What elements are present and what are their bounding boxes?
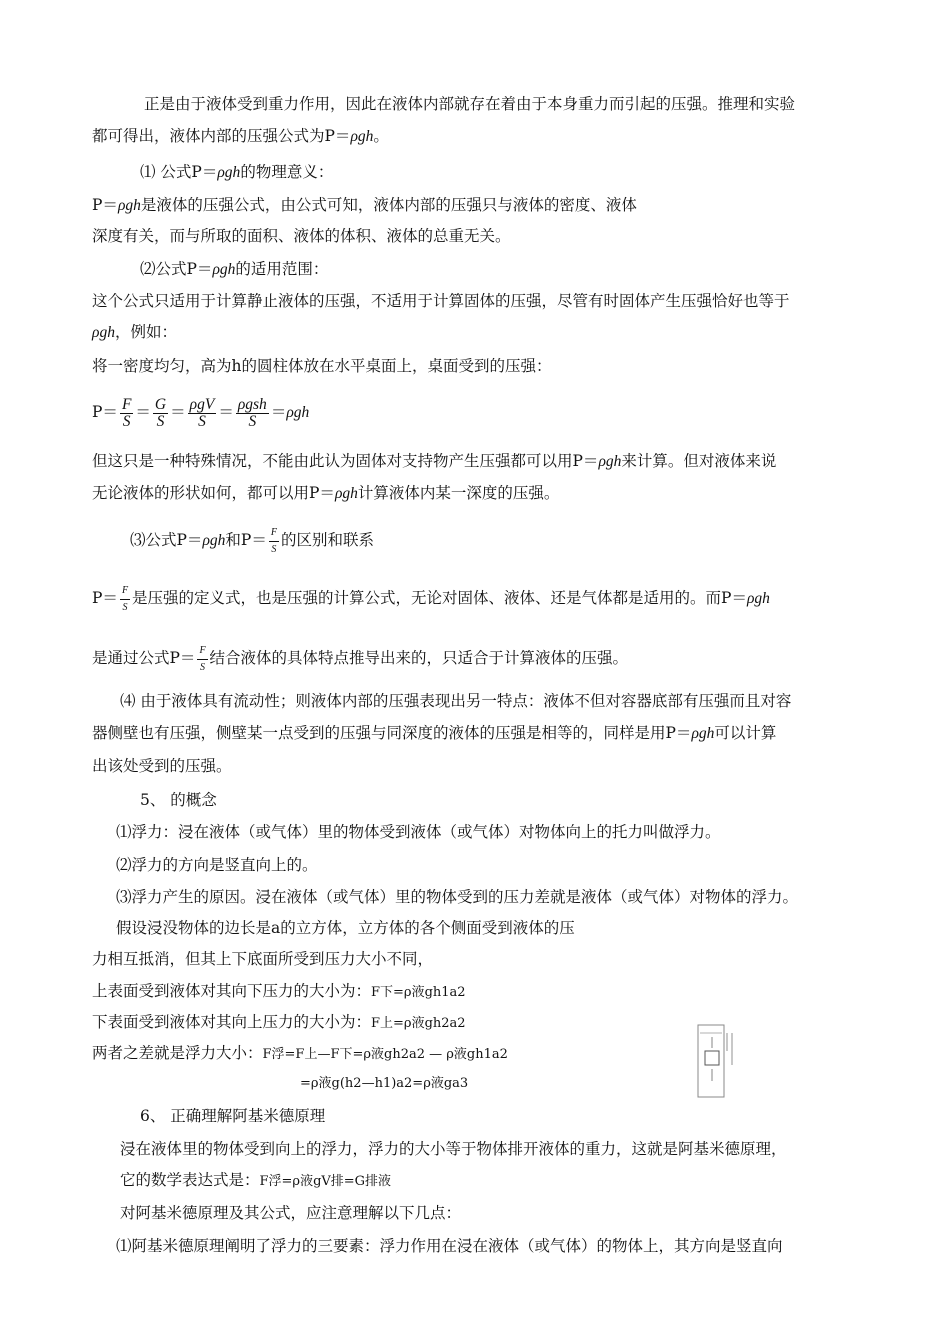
formula-rhogh: ρgh <box>117 197 141 214</box>
numerator: F <box>197 643 207 660</box>
eq-p: P＝ <box>92 403 118 421</box>
text: 它的数学表达式是： <box>120 1171 260 1189</box>
item2-body-line5 <box>92 483 559 504</box>
denominator: S <box>199 661 205 673</box>
item4-line1: ⑷ 由于液体具有流动性；则液体内部的压强表现出另一特点：液体不但对容器底部有压强而且对容 <box>120 692 792 710</box>
equation-buoyancy-simplified: =ρ液g(h2—h1)a2=ρ液ga3 <box>300 1076 469 1091</box>
fraction-f-over-s <box>120 397 133 430</box>
equals-sign: ＝ <box>218 403 234 421</box>
formula-rhogh: ρgh <box>202 532 226 549</box>
denominator: S <box>122 601 128 613</box>
fraction-rhogsh-over-s <box>236 397 269 430</box>
formula-rhogh: ρgh <box>598 453 622 470</box>
fraction-f-over-s <box>120 583 130 616</box>
equation-f-down: F下=ρ液gh1a2 <box>371 985 466 1000</box>
text: 的区别和联系 <box>280 531 374 549</box>
equals-sign: ＝ <box>135 403 151 421</box>
item1-heading <box>140 162 333 183</box>
text: 结合液体的具体特点推导出来的，只适合于计算液体的压强。 <box>209 649 629 667</box>
equation-pressure-derivation <box>92 392 309 432</box>
section6-line2 <box>120 1170 391 1192</box>
numerator: F <box>120 583 130 600</box>
cube-shape <box>705 1051 719 1065</box>
section5-line7 <box>92 1012 466 1034</box>
item4-line2 <box>92 723 776 744</box>
fraction-f-over-s <box>269 525 279 558</box>
text: 两者之差就是浮力大小： <box>92 1044 263 1062</box>
para-intro-line1: 正是由于液体受到重力作用，因此在液体内部就存在着由于本身重力而引起的压强。推理和实验 <box>144 95 796 113</box>
item2-body-line3: 将一密度均匀，高为h的圆柱体放在水平桌面上，桌面受到的压强： <box>92 357 552 375</box>
para-intro-line2 <box>92 126 389 147</box>
numerator: ρgsh <box>237 395 267 413</box>
text: 来计算。但对液体来说 <box>621 452 777 470</box>
item3-body-line2 <box>92 638 628 678</box>
formula-rhogh: ρgh <box>746 590 770 607</box>
text: 是压强的定义式，也是压强的计算公式，无论对固体、液体、还是气体都是适用的。而P＝ <box>132 589 747 607</box>
section5-heading: 5、 的概念 <box>140 791 217 809</box>
equals-sign: ＝ <box>270 403 287 421</box>
formula-rhogh: ρgh <box>350 128 374 145</box>
item2-body-line1: 这个公式只适用于计算静止液体的压强，不适用于计算固体的压强，尽管有时固体产生压强恰好也等于 <box>92 292 790 310</box>
section5-line5: 力相互抵消，但其上下底面所受到压力大小不同， <box>92 950 434 968</box>
formula-rhogh: ρgh <box>334 485 358 502</box>
equation-f-up: F上=ρ液gh2a2 <box>371 1016 466 1031</box>
numerator: F <box>269 525 279 542</box>
numerator: ρgV <box>189 395 215 413</box>
text: P＝ <box>92 589 118 607</box>
section5-line6 <box>92 981 466 1003</box>
item2-body-line2 <box>92 322 177 343</box>
denominator: S <box>122 412 131 430</box>
section6-line1: 浸在液体里的物体受到向上的浮力，浮力的大小等于物体排开液体的重力，这就是阿基米德原理， <box>120 1140 787 1158</box>
text: P＝ <box>92 196 118 214</box>
text: 都可得出，液体内部的压强公式为P＝ <box>92 127 351 145</box>
formula-rhogh: ρgh <box>691 725 715 742</box>
text: 器侧壁也有压强，侧壁某一点受到的压强与同深度的液体的压强是相等的，同样是用P＝ <box>92 724 692 742</box>
text: ，例如： <box>114 323 177 341</box>
formula-rhogh: ρgh <box>286 404 310 421</box>
item2-body-line4 <box>92 451 776 472</box>
text: 无论液体的形状如何，都可以用P＝ <box>92 484 335 502</box>
section5-item2: ⑵浮力的方向是竖直向上的。 <box>116 856 318 874</box>
formula-rhogh: ρgh <box>92 324 115 341</box>
equals-sign: ＝ <box>170 403 186 421</box>
section5-line4: 假设浸没物体的边长是a的立方体，立方体的各个侧面受到液体的压 <box>116 919 575 937</box>
text: ⑵公式P＝ <box>140 260 213 278</box>
text: 。 <box>373 127 389 145</box>
text: 是液体的压强公式，由公式可知，液体内部的压强只与液体的密度、液体 <box>140 196 637 214</box>
item1-body-line2: 深度有关，而与所取的面积、液体的体积、液体的总重无关。 <box>92 227 511 245</box>
text: 下表面受到液体对其向上压力的大小为： <box>92 1013 372 1031</box>
item2-heading <box>140 259 328 280</box>
fraction-f-over-s <box>197 643 207 676</box>
section5-line8 <box>92 1043 508 1065</box>
fraction-rhogv-over-s <box>188 397 217 430</box>
text: 的适用范围： <box>235 260 329 278</box>
section5-item3: ⑶浮力产生的原因。浸在液体（或气体）里的物体受到的压力差就是液体（或气体）对物体的浮力。 <box>116 888 799 906</box>
text: 但这只是一种特殊情况，不能由此认为固体对支持物产生压强都可以用P＝ <box>92 452 599 470</box>
denominator: S <box>198 412 206 430</box>
item1-body-line1 <box>92 195 637 216</box>
section6-heading: 6、 正确理解阿基米德原理 <box>140 1107 326 1125</box>
text: 计算液体内某一深度的压强。 <box>357 484 560 502</box>
equation-buoyancy: F浮=F上—F下=ρ液gh2a2 — ρ液gh1a2 <box>262 1047 508 1062</box>
denominator: S <box>156 412 165 430</box>
formula-rhogh: ρgh <box>217 164 241 181</box>
section5-item1: ⑴浮力：浸在液体（或气体）里的物体受到液体（或气体）对物体向上的托力叫做浮力。 <box>116 823 721 841</box>
text: 的物理意义： <box>240 163 334 181</box>
fraction-g-over-s <box>153 397 168 430</box>
equation-archimedes: F浮=ρ液gV排=G排液 <box>259 1174 392 1189</box>
text: 上表面受到液体对其向下压力的大小为： <box>92 982 372 1000</box>
numerator: G <box>154 395 167 413</box>
section6-line4: ⑴阿基米德原理阐明了浮力的三要素：浮力作用在浸在液体（或气体）的物体上，其方向是竖直向 <box>116 1237 783 1255</box>
text: ⑶公式P＝ <box>130 531 203 549</box>
item3-body-line1 <box>92 578 770 619</box>
formula-rhogh: ρgh <box>212 261 236 278</box>
numerator: F <box>121 395 132 413</box>
text: 是通过公式P＝ <box>92 649 196 667</box>
container-outline <box>698 1025 724 1097</box>
text: ⑴ 公式P＝ <box>140 163 218 181</box>
cube-in-liquid-figure <box>697 1023 739 1099</box>
item3-heading <box>130 520 374 561</box>
text: 可以计算 <box>714 724 777 742</box>
item4-line3: 出该处受到的压强。 <box>92 757 232 775</box>
section6-line3: 对阿基米德原理及其公式，应注意理解以下几点： <box>120 1204 462 1222</box>
denominator: S <box>248 412 257 430</box>
text: 和P＝ <box>225 531 267 549</box>
denominator: S <box>271 543 277 555</box>
